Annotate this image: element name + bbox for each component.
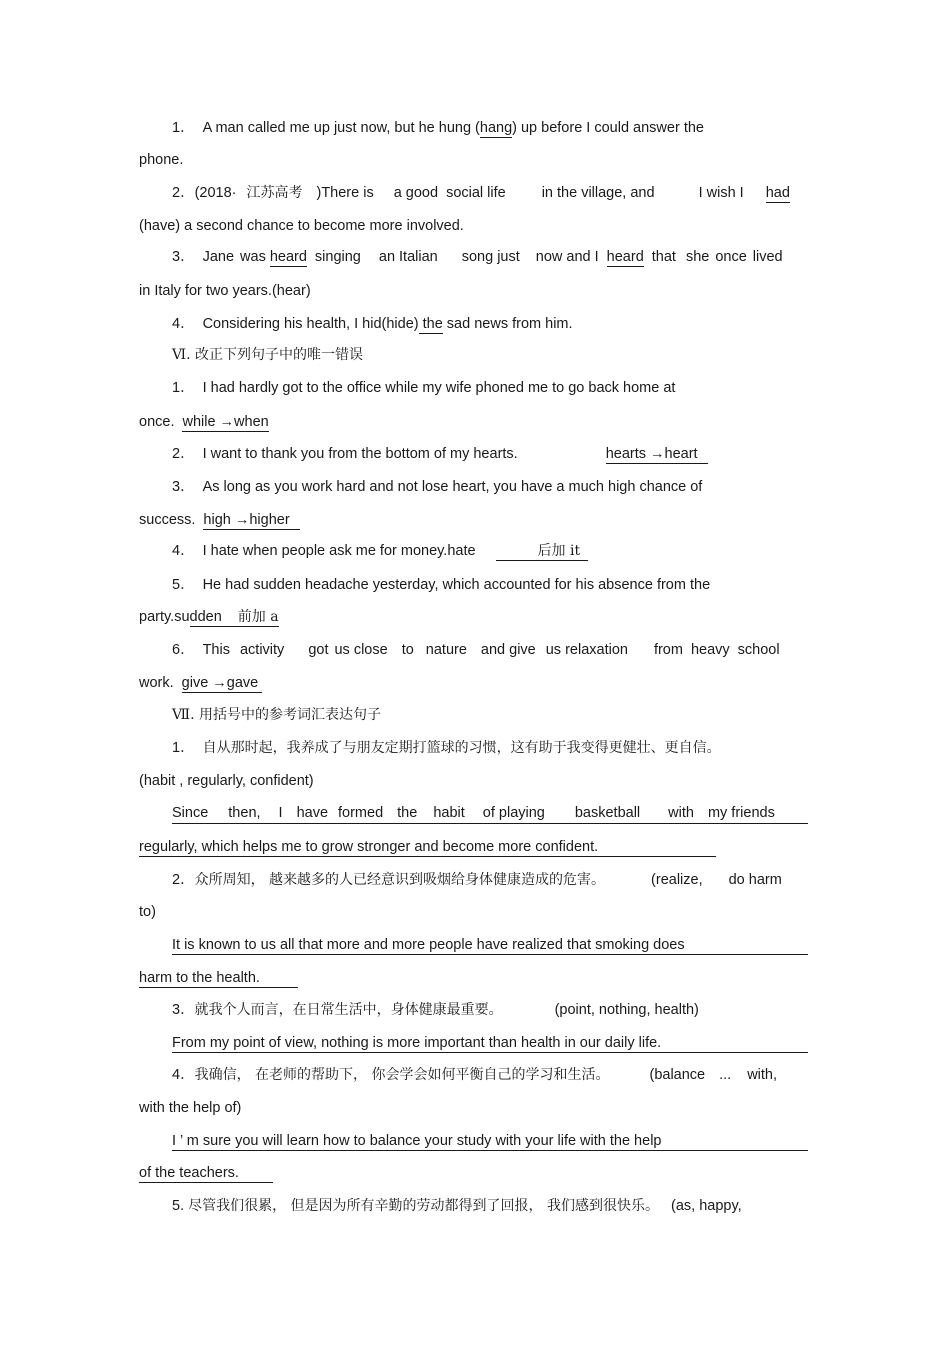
s6-item-1: 1． I had hardly got to the office while my wife phoned me to go back home at [172,380,676,396]
q5-4-line: 4． Considering his health, I hid(hide) the sad news from him. [172,316,573,332]
correction-answer: while →when [182,414,269,430]
correction-answer: hearts →heart [606,446,708,464]
answer-underline [172,823,808,824]
s6-item-3-cont: success. high →higher [139,511,300,529]
s7-item-3-answer-1: From my point of view, nothing is more important than health in our daily life. [172,1035,662,1051]
s7-item-2-answer-2: harm to the health. [139,970,260,986]
answer-underline [139,1182,273,1183]
item-number: 1． [172,120,195,136]
s6-item-3: 3． As long as you work hard and not lose heart, you have a much high chance of [172,479,703,495]
s7-item-4: 4．我确信， 在老师的帮助下， 你会学会如何平衡自己的学习和生活。 (balance ... with, [172,1067,778,1083]
s7-item-4-answer-2: of the teachers. [139,1165,239,1181]
s7-item-3: 3．就我个人而言，在日常生活中，身体健康最重要。 (point, nothing, health) [172,1002,699,1018]
correction-answer: 后加 it [496,543,589,561]
s7-item-2-hint: to) [139,904,156,920]
s7-item-4-hint: with the help of) [139,1100,242,1116]
q5-2-line: 2．(2018· 江苏高考 )There is a good social life in the village, and I wish I had [172,185,790,201]
s7-item-2-answer-1: It is known to us all that more and more people have realized that smoking does [172,937,685,953]
s7-item-1-hint: (habit , regularly, confident) [139,773,314,789]
answer-blank: had [765,185,790,201]
section-7-title: Ⅶ. 用括号中的参考词汇表达句子 [172,707,381,723]
q5-1-line: 1． A man called me up just now, but he hung (hang) up before I could answer the [172,120,704,136]
answer-underline [172,1052,808,1053]
s6-item-1-cont: once. while →when [139,414,269,430]
q5-2-cont: (have) a second chance to become more involved. [139,218,464,234]
s6-item-2: 2． I want to thank you from the bottom of my hearts. hearts →heart [172,445,708,463]
section-6-title: Ⅵ. 改正下列句子中的唯一错误 [172,347,363,363]
answer-blank: hang [479,120,513,136]
q5-3-cont: in Italy for two years.(hear) [139,283,311,299]
correction-answer: give →gave [182,675,263,693]
answer-blank: heard [606,249,644,265]
answer-underline [139,856,716,857]
s6-item-6-cont: work. give →gave [139,674,262,692]
correction-answer: dden 前加 a [189,609,279,625]
answer-underline [172,954,808,955]
answer-blank: heard [269,249,307,265]
s6-item-4: 4． I hate when people ask me for money.hate 后加 it [172,542,588,560]
s7-item-1-answer-1: Since then, I have formed the habit of playing basketball with my friends [172,805,775,821]
answer-blank: the [418,316,443,332]
q5-1-cont: phone. [139,152,184,168]
answer-underline [139,987,298,988]
s6-item-5: 5． He had sudden headache yesterday, which accounted for his absence from the [172,577,711,593]
s7-item-2: 2．众所周知， 越来越多的人已经意识到吸烟给身体健康造成的危害。 (realize, do harm [172,872,782,888]
answer-underline [172,1150,808,1151]
correction-answer: high →higher [203,512,299,530]
q5-3-line: 3． Jane was heard singing an Italian song just now and I heard that she once lived [172,249,783,265]
s7-item-5: 5. 尽管我们很累， 但是因为所有辛勤的劳动都得到了回报， 我们感到很快乐。 (as, happy, [172,1198,742,1214]
s7-item-1-answer-2: regularly, which helps me to grow stronger and become more confident. [139,839,599,855]
s7-item-4-answer-1: I ’ m sure you will learn how to balance your study with your life with the help [172,1133,662,1149]
s6-item-6: 6． This activity got us close to nature and give us relaxation from heavy school [172,642,780,658]
s7-item-1: 1． 自从那时起，我养成了与朋友定期打篮球的习惯，这有助于我变得更健壮、更自信。 [172,740,721,756]
s6-item-5-cont: party.sudden 前加 a [139,609,279,625]
